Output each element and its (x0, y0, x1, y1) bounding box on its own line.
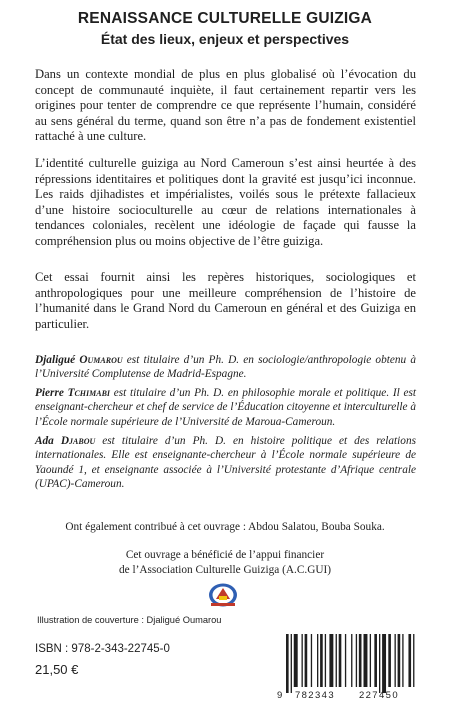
author-name: Pierre Tchimabi (35, 387, 111, 399)
isbn: ISBN : 978-2-343-22745-0 (35, 643, 170, 655)
author-name: Ada Djabou (35, 435, 96, 447)
barcode-digit-first: 9 (277, 690, 283, 700)
barcode-bar (339, 634, 342, 687)
barcode-bar (351, 634, 352, 687)
barcode-bar (413, 634, 414, 687)
barcode-bar (317, 634, 318, 687)
barcode-bar (291, 634, 292, 693)
barcode-bar (395, 634, 396, 687)
cover-illustration-credit: Illustration de couverture : Djaligué Oumarou (37, 615, 222, 625)
summary-paragraph-3: Cet essai fournit ainsi les repères historiques, sociologiques et anthropologiques pour une meilleure compréhension de l’histoire de l’humanité dans le Grand Nord du Cameroun en général et des Guiziga en particulier. (35, 270, 416, 331)
barcode-bar (402, 634, 403, 687)
price: 21,50 € (35, 662, 79, 677)
barcode-bar (345, 634, 346, 687)
barcode-bar (408, 634, 411, 687)
barcode-bar (325, 634, 326, 687)
barcode-bar (311, 634, 312, 687)
barcode-digits-left: 782343 (294, 690, 336, 700)
association-logo-icon (207, 582, 239, 608)
book-title: RENAISSANCE CULTURELLE GUIZIGA (77, 10, 373, 27)
summary-paragraph-2: L’identité culturelle guiziga au Nord Cameroun s’est ainsi heurtée à des répressions identitaires et politiques dont la gravité est jusqu’ici inconnue. Les raids djihadistes et impérialistes, voilés sous le prétexte fallacieux d’une histoire socioculturelle au cœur de relations internationales à tendances coloniales, recèlent une idéologie de façade qui fausse la compréhension plus ou moins objective de l’être guiziga. (35, 156, 416, 248)
author-bio-3: Ada Djabou est titulaire d’un Ph. D. en histoire politique et des relations internationales. Elle est enseignante-chercheur à l’École normale supérieure de Yaoundé 1, et enseignante associée à l’Université protestante d’Afrique centrale (UPAC)-Cameroun. (35, 435, 417, 491)
financial-support (0, 548, 450, 577)
barcode-bars (275, 632, 420, 700)
support-line-2: de l’Association Culturelle Guiziga (A.C.GUI) (118, 563, 332, 576)
barcode-bar (379, 634, 380, 693)
barcode-bar (398, 634, 401, 687)
author-bio-1: Djaligué Oumarou est titulaire d’un Ph. D. en sociologie/anthropologie obtenu à l’Université Complutense de Madrid-Espagne. (35, 354, 416, 381)
book-subtitle: État des lieux, enjeux et perspectives (100, 31, 350, 47)
barcode-bar (294, 634, 298, 687)
barcode-bar (302, 634, 303, 687)
author-bio-2: Pierre Tchimabi est titulaire d’un Ph. D. en philosophie morale et politique. Il est enseignant-chercheur et chef de service de l’Éducation citoyenne et interculturelle à l’École normale supérieure de l’Université de Maroua-Cameroun. (35, 387, 416, 428)
barcode-bar (286, 634, 289, 693)
barcode-bar (359, 634, 362, 687)
support-line-1: Cet ouvrage a bénéficié de l’appui financier (125, 549, 325, 561)
barcode-bar (388, 634, 391, 687)
barcode-bar (336, 634, 337, 687)
contributors-line: Ont également contribué à cet ouvrage : Abdou Salatou, Bouba Souka. (65, 521, 385, 533)
barcode-bar (374, 634, 377, 687)
barcode-bar (370, 634, 371, 687)
barcode-bar (364, 634, 368, 687)
summary-paragraph-1: Dans un contexte mondial de plus en plus globalisé où l’évocation du concept de communauté inquiète, il faut certainement repartir vers les origines pour tenter de comprendre ce que représente l’humain, considéré au sens général du terme, quand son être n’a pas de fondement existentiel rattaché à une culture. (35, 67, 416, 144)
barcode-digits-right: 227450 (358, 690, 400, 700)
barcode (275, 632, 420, 700)
barcode-bar (329, 634, 333, 687)
barcode-bar (356, 634, 357, 687)
author-name: Djaligué Oumarou (35, 354, 123, 366)
barcode-bar (382, 634, 386, 693)
barcode-bar (320, 634, 323, 687)
barcode-bar (305, 634, 308, 687)
